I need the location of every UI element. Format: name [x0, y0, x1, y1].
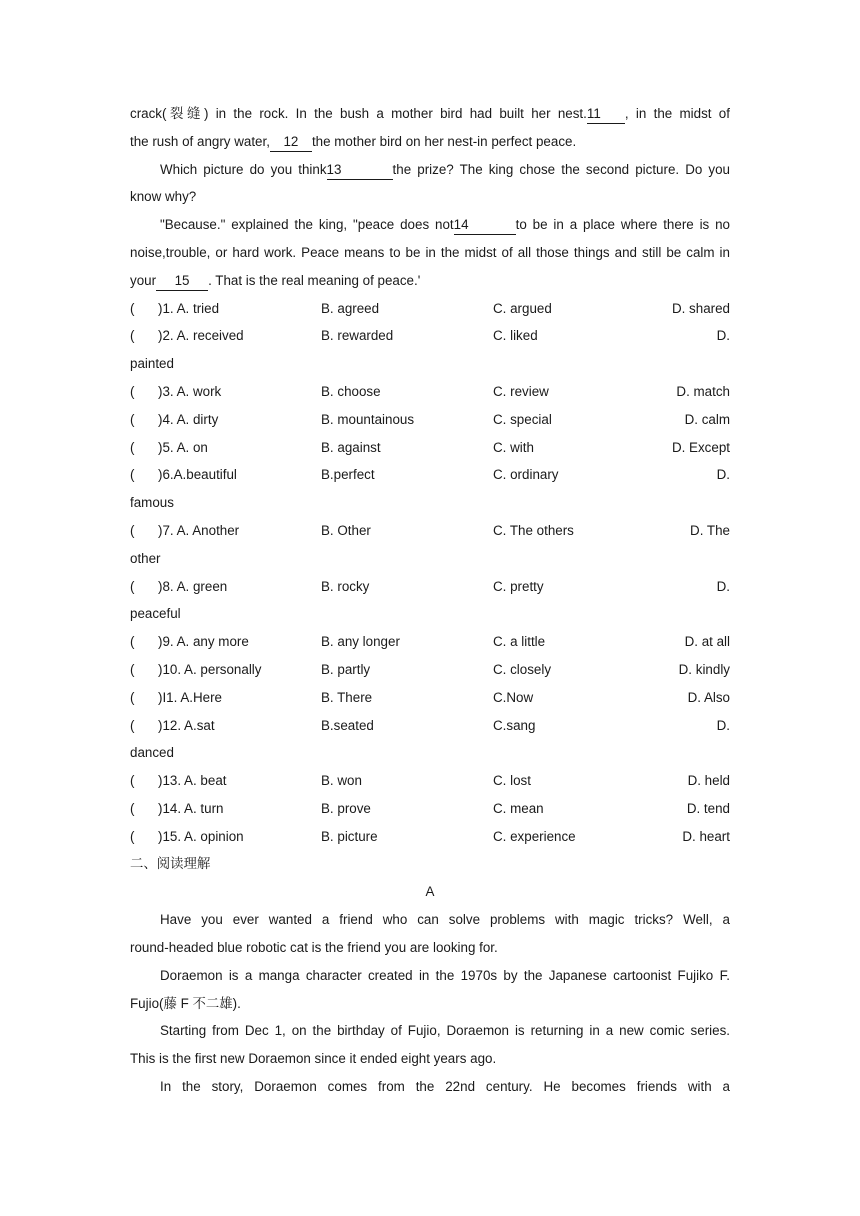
question-option-d: D. shared: [671, 300, 730, 316]
question-option-c: C. review: [493, 383, 549, 399]
question-option-a: )2. A. received: [158, 328, 244, 344]
question-option-continuation: painted: [130, 356, 174, 372]
answer-paren: (: [130, 522, 135, 538]
question-option-d: D.: [716, 717, 730, 733]
question-row: [130, 378, 730, 406]
question-option-d: D. The: [690, 522, 730, 538]
question-option-b: B.perfect: [321, 467, 375, 483]
answer-paren: (: [130, 328, 135, 344]
passage-text: your: [130, 272, 157, 288]
reading-line: In the story, Doraemon comes from the 22nd century. He becomes friends with a: [160, 1078, 730, 1094]
question-option-d: D. kindly: [678, 661, 730, 677]
question-option-a: )9. A. any more: [158, 634, 249, 650]
question-option-b: B. Other: [321, 522, 371, 538]
blank-12: 12: [270, 133, 312, 152]
question-option-c: C. special: [493, 411, 552, 427]
question-option-a: )5. A. on: [158, 439, 208, 455]
question-option-b: B. There: [321, 689, 373, 705]
question-option-a: )3. A. work: [158, 383, 222, 399]
question-option-b: B. any longer: [321, 634, 400, 650]
question-option-c: C. argued: [493, 300, 552, 316]
blank-13: 13: [327, 161, 393, 180]
question-option-d: D. heart: [682, 828, 730, 844]
passage-line: [130, 156, 730, 184]
question-row: [130, 684, 730, 712]
question-option-a: )6.A.beautiful: [158, 467, 237, 483]
question-option-c: C. liked: [493, 328, 538, 344]
question-option-d: D. held: [687, 773, 730, 789]
reading-line: round-headed blue robotic cat is the friend you are looking for.: [130, 939, 498, 955]
question-option-d: D.: [716, 467, 730, 483]
question-option-b: B. against: [321, 439, 381, 455]
blank-11: 11: [587, 105, 625, 124]
question-option-d: D. Also: [687, 689, 730, 705]
passage-line: know why?: [130, 189, 197, 205]
reading-line: Fujio(藤 F 不二雄).: [130, 995, 241, 1011]
question-row: [130, 406, 730, 434]
passage-text: the mother bird on her nest-in perfect peace.: [311, 133, 577, 149]
question-option-b: B. choose: [321, 383, 381, 399]
question-option-b: B. prove: [321, 800, 371, 816]
blank-15: 15: [156, 272, 208, 291]
passage-line: [130, 128, 730, 156]
question-option-a: )14. A. turn: [158, 800, 224, 816]
question-option-b: B. partly: [321, 661, 371, 677]
question-option-continuation: other: [130, 550, 161, 566]
passage-line: [130, 267, 730, 295]
passage-text: Which picture do you think: [160, 161, 327, 177]
question-option-a: )10. A. personally: [158, 661, 262, 677]
question-option-a: )12. A.sat: [158, 717, 215, 733]
question-option-b: B.seated: [321, 717, 374, 733]
passage-text: . That is the real meaning of peace.': [208, 272, 421, 288]
passage-text: the rush of angry water,: [130, 133, 270, 149]
question-row: [130, 322, 730, 350]
question-option-b: B. agreed: [321, 300, 380, 316]
question-option-c: C. The others: [493, 522, 574, 538]
passage-text: to be in a place where there is no: [515, 217, 730, 233]
question-option-b: B. rewarded: [321, 328, 394, 344]
question-option-a: )I1. A.Here: [158, 689, 223, 705]
answer-paren: (: [130, 578, 135, 594]
question-option-d: D. match: [676, 383, 730, 399]
question-option-a: )15. A. opinion: [158, 828, 244, 844]
question-row: [130, 795, 730, 823]
question-row: [130, 295, 730, 323]
question-option-b: B. mountainous: [321, 411, 415, 427]
question-option-c: C. with: [493, 439, 534, 455]
answer-paren: (: [130, 828, 135, 844]
question-option-a: )7. A. Another: [158, 522, 240, 538]
blank-14: 14: [454, 216, 516, 235]
question-option-d: D.: [716, 328, 730, 344]
question-option-d: D. at all: [684, 634, 730, 650]
answer-paren: (: [130, 773, 135, 789]
document-content: [130, 100, 730, 1101]
reading-heading: A: [425, 884, 435, 900]
passage-text: the prize? The king chose the second picture. Do you: [392, 161, 730, 177]
answer-paren: (: [130, 717, 135, 733]
question-option-c: C.sang: [493, 717, 536, 733]
question-option-d: D. tend: [686, 800, 730, 816]
passage-line: noise,trouble, or hard work. Peace means to be in the midst of all those things and still be calm in: [130, 244, 730, 260]
question-option-continuation: danced: [130, 745, 174, 761]
question-option-a: )13. A. beat: [158, 773, 227, 789]
answer-paren: (: [130, 800, 135, 816]
question-row: [130, 573, 730, 601]
question-row: [130, 823, 730, 851]
reading-line: Doraemon is a manga character created in the 1970s by the Japanese cartoonist Fujiko F.: [160, 967, 730, 983]
answer-paren: (: [130, 411, 135, 427]
question-option-c: C. pretty: [493, 578, 544, 594]
question-option-b: B. rocky: [321, 578, 370, 594]
question-option-c: C. closely: [493, 661, 552, 677]
question-option-d: D.: [716, 578, 730, 594]
reading-line: Have you ever wanted a friend who can solve problems with magic tricks? Well, a: [160, 912, 730, 928]
question-option-continuation: peaceful: [130, 606, 181, 622]
passage-text: "Because." explained the king, "peace does not: [160, 217, 454, 233]
passage-text: , in the midst of: [624, 106, 730, 121]
question-option-a: )1. A. tried: [158, 300, 220, 316]
question-row: [130, 656, 730, 684]
question-row: [130, 767, 730, 795]
question-option-b: B. won: [321, 773, 362, 789]
answer-paren: (: [130, 439, 135, 455]
question-option-c: C. a little: [493, 634, 546, 650]
question-list: [130, 295, 730, 851]
section-title: 二、阅读理解: [130, 856, 211, 872]
question-option-b: B. picture: [321, 828, 378, 844]
answer-paren: (: [130, 661, 135, 677]
question-option-continuation: famous: [130, 495, 174, 511]
question-row: [130, 628, 730, 656]
passage-line: [130, 100, 730, 128]
answer-paren: (: [130, 383, 135, 399]
question-option-c: C. lost: [493, 773, 531, 789]
question-row: [130, 434, 730, 462]
question-option-c: C. ordinary: [493, 467, 559, 483]
question-option-c: C. experience: [493, 828, 576, 844]
answer-paren: (: [130, 300, 135, 316]
answer-paren: (: [130, 634, 135, 650]
answer-paren: (: [130, 467, 135, 483]
question-option-c: C. mean: [493, 800, 544, 816]
answer-paren: (: [130, 689, 135, 705]
reading-line: This is the first new Doraemon since it ended eight years ago.: [130, 1051, 497, 1067]
question-option-a: )8. A. green: [158, 578, 228, 594]
passage-line: [130, 211, 730, 239]
reading-line: Starting from Dec 1, on the birthday of Fujio, Doraemon is returning in a new comic series.: [160, 1023, 730, 1039]
question-option-d: D. Except: [671, 439, 730, 455]
question-row: [130, 712, 730, 740]
passage-text: crack(裂缝) in the rock. In the bush a mother bird had built her nest.: [130, 106, 587, 121]
question-row: [130, 517, 730, 545]
question-option-d: D. calm: [684, 411, 730, 427]
question-option-c: C.Now: [493, 689, 534, 705]
question-row: [130, 461, 730, 489]
question-option-a: )4. A. dirty: [158, 411, 219, 427]
